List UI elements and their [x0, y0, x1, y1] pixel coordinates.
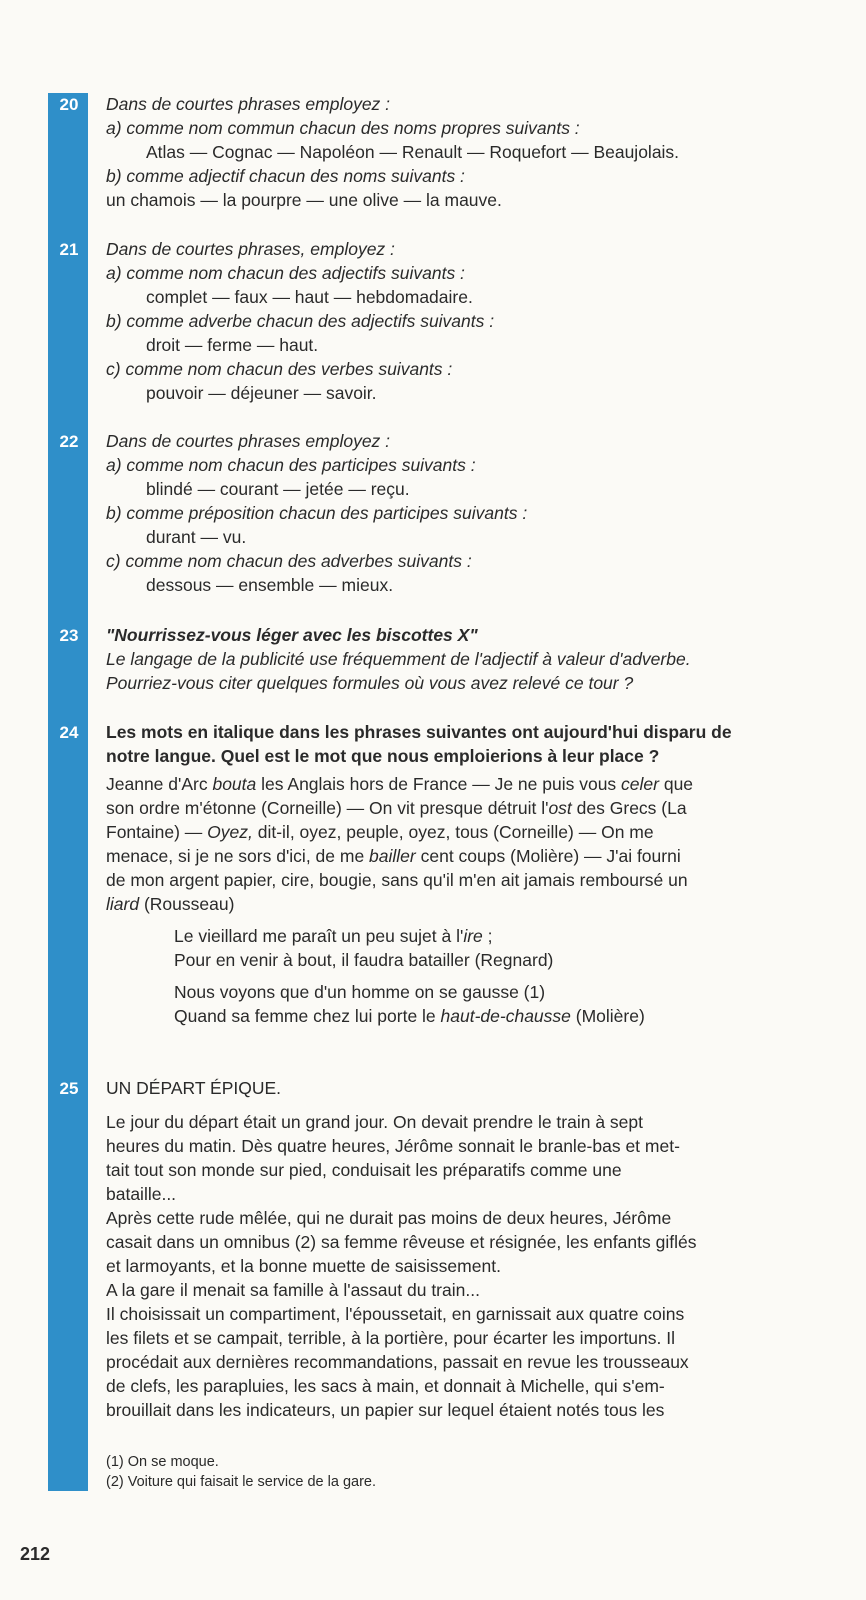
- ex20-part-b-words: un chamois — la pourpre — une olive — la mauve.: [106, 190, 502, 210]
- text-span: Quand sa femme chez lui porte le: [174, 1006, 441, 1026]
- ex24-verse-2: Pour en venir à bout, il faudra batailler (Regnard): [174, 950, 554, 970]
- ex24-text-line-2: [106, 796, 836, 820]
- ex24-verse-4: [174, 1004, 836, 1028]
- text-span: les Anglais hors de France — Je ne puis vous: [256, 774, 622, 794]
- italic-word: haut-de-chausse: [440, 1006, 571, 1026]
- ex21-instruction: Dans de courtes phrases, employez :: [106, 239, 395, 259]
- text-span: Jeanne d'Arc: [106, 774, 213, 794]
- exercise-number-23: 23: [59, 626, 79, 645]
- italic-word: liard: [106, 894, 140, 914]
- ex25-text-line: Il choisissait un compartiment, l'époussetait, en garnissait aux quatre coins: [106, 1304, 685, 1324]
- ex24-heading-line-2: notre langue. Quel est le mot que nous emploierions à leur place ?: [106, 746, 660, 766]
- ex21-part-c: c) comme nom chacun des verbes suivants :: [106, 359, 453, 379]
- ex20-part-a-words: Atlas — Cognac — Napoléon — Renault — Roquefort — Beaujolais.: [146, 142, 680, 162]
- italic-word: bailler: [369, 846, 416, 866]
- ex25-text-line: procédait aux dernières recommandations, passait en revue les trousseaux: [106, 1352, 689, 1372]
- text-span: que: [658, 774, 694, 794]
- ex22-part-c-words: dessous — ensemble — mieux.: [146, 575, 394, 595]
- ex22-part-b-words: durant — vu.: [146, 527, 247, 547]
- text-span: menace, si je ne sors d'ici, de me: [106, 846, 370, 866]
- text-span: Fontaine) —: [106, 822, 208, 842]
- ex24-verse-3: Nous voyons que d'un homme on se gausse (1): [174, 982, 546, 1002]
- text-span: dit-il, oyez, peuple, oyez, tous (Corneille) — On me: [252, 822, 654, 842]
- ex24-text-line-4: [106, 844, 836, 868]
- ex23-slogan: "Nourrissez-vous léger avec les biscottes X": [106, 625, 478, 645]
- ex25-text-line: de clefs, les parapluies, les sacs à main, et donnait à Michelle, qui s'em-: [106, 1376, 665, 1396]
- text-span: son ordre m'étonne (Corneille) — On vit presque détruit l': [106, 798, 549, 818]
- ex24-text-line-6: [106, 892, 836, 916]
- ex25-text-line: bataille...: [106, 1184, 177, 1204]
- ex21-part-b-words: droit — ferme — haut.: [146, 335, 319, 355]
- ex20-instruction: Dans de courtes phrases employez :: [106, 94, 391, 114]
- italic-word: Oyez,: [207, 822, 253, 842]
- text-span: ;: [482, 926, 493, 946]
- exercise-number-20: 20: [59, 95, 79, 114]
- text-span: (Rousseau): [139, 894, 235, 914]
- ex22-part-b: b) comme préposition chacun des participes suivants :: [106, 503, 528, 523]
- exercise-number-22: 22: [59, 432, 79, 451]
- ex22-instruction: Dans de courtes phrases employez :: [106, 431, 391, 451]
- ex25-title: UN DÉPART ÉPIQUE.: [106, 1078, 282, 1098]
- text-span: cent coups (Molière) — J'ai fourni: [415, 846, 681, 866]
- ex20-part-b: b) comme adjectif chacun des noms suivants :: [106, 166, 465, 186]
- ex25-text-line: les filets et se campait, terrible, à la portière, pour écarter les importuns. Il: [106, 1328, 675, 1348]
- ex25-text-line: et larmoyants, et la bonne muette de saisissement.: [106, 1256, 501, 1276]
- ex24-heading-line-1: Les mots en italique dans les phrases suivantes ont aujourd'hui disparu de: [106, 722, 732, 742]
- exercise-number-24: 24: [59, 723, 79, 742]
- ex24-text-line-3: [106, 820, 836, 844]
- italic-word: celer: [621, 774, 659, 794]
- ex24-verse-1: [174, 924, 836, 948]
- exercise-margin-bar: [48, 93, 88, 1491]
- italic-word: bouta: [212, 774, 257, 794]
- ex20-part-a: a) comme nom commun chacun des noms propres suivants :: [106, 118, 580, 138]
- ex25-text-line: brouillait dans les indicateurs, un papier sur lequel étaient notés tous les: [106, 1400, 665, 1420]
- ex25-text-line: casait dans un omnibus (2) sa femme rêveuse et résignée, les enfants giflés: [106, 1232, 697, 1252]
- ex21-part-b: b) comme adverbe chacun des adjectifs suivants :: [106, 311, 495, 331]
- ex22-part-a: a) comme nom chacun des participes suivants :: [106, 455, 476, 475]
- ex21-part-a-words: complet — faux — haut — hebdomadaire.: [146, 287, 473, 307]
- ex24-text-line-1: [106, 772, 836, 796]
- ex22-part-a-words: blindé — courant — jetée — reçu.: [146, 479, 410, 499]
- ex22-part-c: c) comme nom chacun des adverbes suivants :: [106, 551, 472, 571]
- italic-word: ire: [463, 926, 483, 946]
- text-span: Le vieillard me paraît un peu sujet à l': [174, 926, 464, 946]
- ex21-part-c-words: pouvoir — déjeuner — savoir.: [146, 383, 377, 403]
- exercise-number-25: 25: [59, 1079, 79, 1098]
- ex23-text-line-2: Pourriez-vous citer quelques formules où vous avez relevé ce tour ?: [106, 673, 634, 693]
- italic-word: ost: [548, 798, 572, 818]
- ex23-text-line-1: Le langage de la publicité use fréquemment de l'adjectif à valeur d'adverbe.: [106, 649, 691, 669]
- text-span: (Molière): [570, 1006, 645, 1026]
- ex25-text-line: Le jour du départ était un grand jour. On devait prendre le train à sept: [106, 1112, 644, 1132]
- footnote-2: (2) Voiture qui faisait le service de la gare.: [106, 1474, 376, 1490]
- exercise-number-21: 21: [59, 240, 79, 259]
- ex25-text-line: Après cette rude mêlée, qui ne durait pas moins de deux heures, Jérôme: [106, 1208, 672, 1228]
- page-number: 212: [20, 1544, 51, 1564]
- ex25-text-line: A la gare il menait sa famille à l'assaut du train...: [106, 1280, 480, 1300]
- ex25-text-line: tait tout son monde sur pied, conduisait les préparatifs comme une: [106, 1160, 622, 1180]
- ex21-part-a: a) comme nom chacun des adjectifs suivants :: [106, 263, 465, 283]
- ex24-text-line-5: de mon argent papier, cire, bougie, sans qu'il m'en ait jamais remboursé un: [106, 870, 688, 890]
- footnote-1: (1) On se moque.: [106, 1454, 219, 1470]
- ex25-text-line: heures du matin. Dès quatre heures, Jérôme sonnait le branle-bas et met-: [106, 1136, 680, 1156]
- text-span: des Grecs (La: [571, 798, 687, 818]
